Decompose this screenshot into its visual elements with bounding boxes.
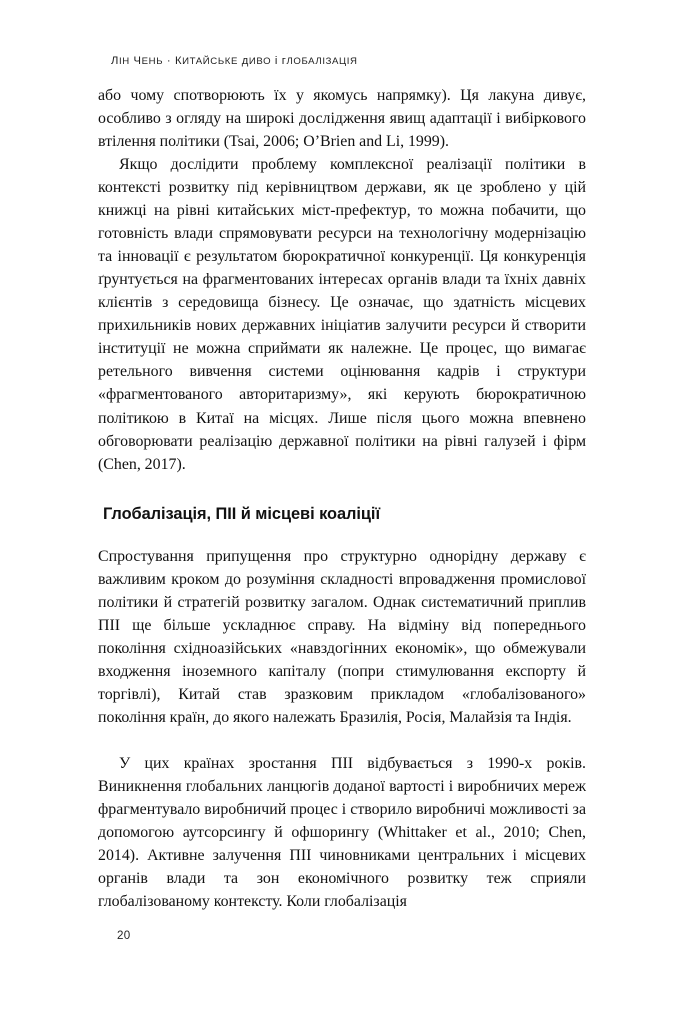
running-header: [111, 54, 591, 69]
body-paragraph: або чому спотворюють їх у якомусь напрямку). Ця лакуна дивує, особливо з огляду на широкі дослідження явищ адаптації і вибіркового втілення політики (Tsai, 2006; O’Brien and Li, 1999).: [98, 87, 586, 151]
section-heading: Глобалізація, ПІІ й місцеві коаліції: [103, 505, 381, 523]
running-header-text: ЛІН ЧЕНЬ · КИТАЙСЬКЕ дИВО і гЛОБАЛІЗАЦІЯ: [111, 55, 358, 67]
body-paragraph: Спростування припущення про структурно однорідну державу є важливим кроком до розуміння складності впровадження промислової політики й стратегій розвитку загалом. Однак систематичний приплив ПІІ ще більше ускладнює справу. На відміну від попереднього покоління східноазійських «навздогінних економік», що обмежували входження іноземного капіталу (попри стимулювання експорту й торгівлі), Китай став зразковим прикладом «глобалізованого» покоління країн, до якого належать Бразилія, Росія, Малайзія та Індія.: [98, 548, 586, 727]
page-number: 20: [117, 929, 131, 942]
paragraph-block-1: [98, 84, 586, 153]
paragraph-block-4: [98, 752, 586, 913]
body-paragraph: У цих країнах зростання ПІІ відбувається з 1990-х років. Виникнення глобальних ланцюгів доданої вартості і виробничих мереж фрагментувало виробничий процес і створило виробничі можливості за допомогою аутсорсингу й офшорингу (Whittaker et al., 2010; Chen, 2014). Активне залучення ПІІ чиновниками центральних і місцевих органів влади та зон економічного розвитку теж сприяли глобалізованому контексту. Коли глобалізація: [98, 755, 586, 911]
body-paragraph: Якщо дослідити проблему комплексної реалізації політики в контексті розвитку під керівництвом держави, як це зроблено у цій книжці на рівні китайських міст-префектур, то можна побачити, що готовність влади спрямовувати ресурси на технологічну модернізацію та інновації є результатом бюрократичної конкуренції. Ця конкуренція ґрунтується на фрагментованих інтересах органів влади та їхніх давніх клієнтів з середовища бізнесу. Це означає, що здатність місцевих прихильників нових державних ініціатив залучити ресурси й створити інституції не можна сприймати як належне. Це процес, що вимагає ретельного вивчення системи оцінювання кадрів і структури «фрагментованого авторитаризму», які керують бюрократичною політикою в Китаї на місцях. Лише після цього можна впевнено обговорювати реалізацію державної політики на рівні галузей і фірм (Chen, 2017).: [98, 156, 586, 473]
paragraph-block-2: [98, 153, 586, 476]
paragraph-block-3: [98, 545, 586, 729]
